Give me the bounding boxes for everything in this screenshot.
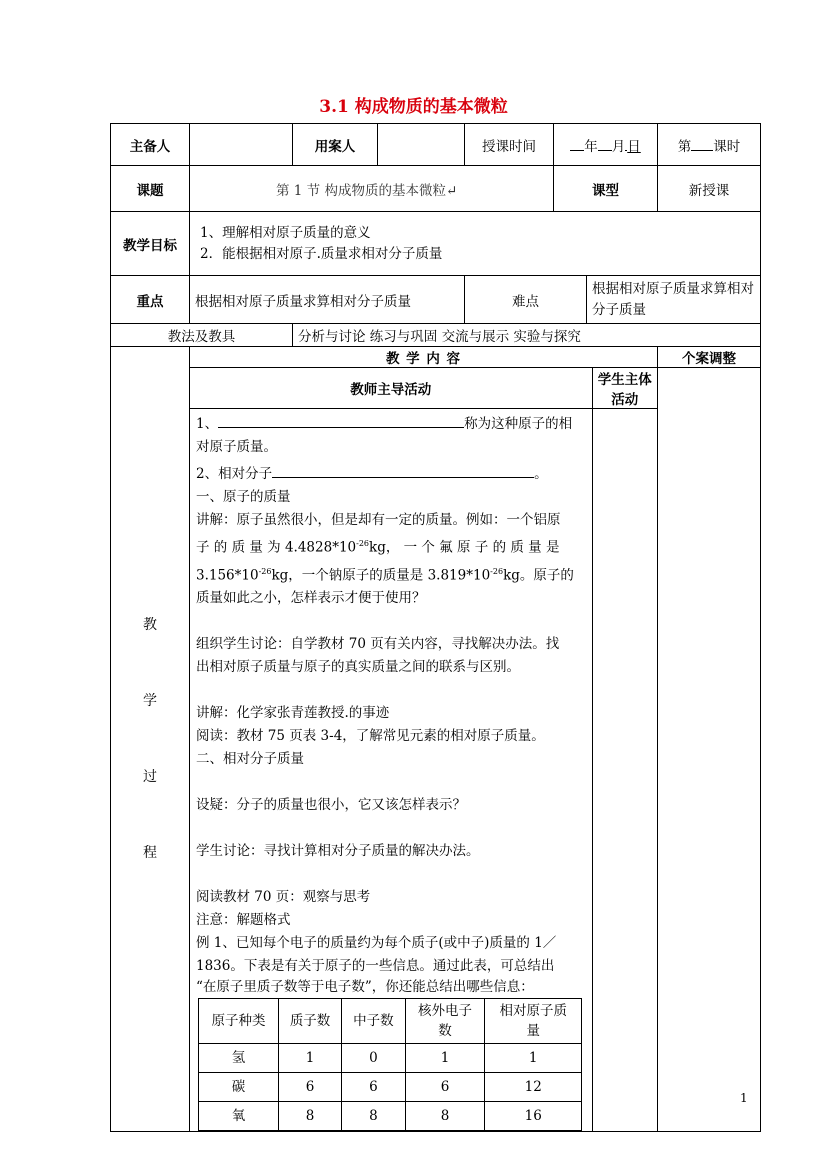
section-heading: 二、相对分子质量 (196, 751, 304, 767)
objective-label: 教学目标 (111, 212, 190, 276)
section-heading: 一、原子的质量 (196, 489, 291, 505)
teacher-activity: 1、 称为这种原子的相 对原子质量。 2、相对分子 。 一、原子的质量 讲解：原子虽然很小，但是却有一定的质量。例如：一个铝原 子 的 质 量 为 $4.4828*10^{-26}kg$， 一 个 氟 原 子 的 质 量 是 $3.156*10^{-26}kg$，一个钠原子的质量是 $3.819*10^{-26}kg$。原子的 质量如此之小，怎样表示才便于使用？ 组织学生讨论：自学教材 70 页有关内容，寻找解决办法。找 出相对原子质量与原子的真实质量之间的联系与区别。 讲解：化学家张青莲教授.的事迹 阅读：教材 75 页表 3-4，了解常见元素的相对原子质量。 二、相对分子质量 设疑：分子的质量也很小，它又该怎样表示？ 学生讨论：寻找计算相对分子质量的解决办法。 阅读教材 70 页：观察与思考 注意：解题格式 例 1、已知每个电子的质量约为每个质子(或中子)质量的 1／ 1836。下表是有关于原子的一些信息。通过此表，可总结出 “在原子里质子数等于电子数”，你还能总结出哪些信息： 原子种类 质子数 中子数 核外电子 数 相对原子质 量 氢 1 0 1 1 碳 6 6 6 12 氧 8 8 8 16 (190, 409, 592, 1132)
period-field[interactable]: 第 课时 (658, 124, 761, 166)
table-row: 碳 6 6 6 12 (199, 1073, 582, 1102)
time-label: 授课时间 (465, 124, 554, 166)
key-label: 重点 (111, 276, 190, 324)
table-row: 氢 1 0 1 1 (199, 1044, 582, 1073)
content-label: 教 学 内 容 (190, 347, 658, 368)
atom-header: 核外电子 数 (405, 999, 485, 1044)
adjust-area[interactable] (658, 368, 761, 1132)
date-field[interactable]: 年 月 日 (554, 124, 658, 166)
adjust-label: 个案调整 (658, 347, 761, 368)
objectives (190, 212, 761, 276)
atom-header: 质子数 (278, 999, 341, 1044)
type-value: 新授课 (658, 166, 761, 212)
atom-info-table (198, 998, 582, 1131)
preparer-value[interactable] (190, 124, 293, 166)
teacher-label: 教师主导活动 (190, 368, 592, 409)
lesson-plan-table (110, 123, 761, 1132)
student-activity[interactable] (592, 409, 657, 1132)
preparer-label: 主备人 (111, 124, 190, 166)
difficulty-label: 难点 (465, 276, 587, 324)
topic-label: 课题 (111, 166, 190, 212)
page-number: 1 (740, 1091, 748, 1105)
objective-item: 2．能根据相对原子.质量求相对分子质量 (200, 245, 443, 262)
student-label: 学生主体活动 (592, 368, 657, 409)
type-label: 课型 (554, 166, 658, 212)
atom-header: 相对原子质 量 (485, 999, 582, 1044)
atom-header: 原子种类 (199, 999, 279, 1044)
fill-blank-2: 2、相对分子 。 (196, 466, 548, 482)
content-area (190, 368, 658, 1132)
process-side-label: 教 学 过 程 (111, 347, 190, 1132)
user-value[interactable] (378, 124, 465, 166)
difficulty-value: 根据相对原子质量求算相对分子质量 (587, 276, 761, 324)
method-label: 教法及教具 (111, 324, 293, 347)
objective-item: 1、理解相对原子质量的意义 (200, 224, 371, 241)
method-value: 分析与讨论 练习与巩固 交流与展示 实验与探究 (293, 324, 761, 347)
page-title: 3.1 构成物质的基本微粒 (319, 97, 508, 117)
atom-header: 中子数 (342, 999, 405, 1044)
fill-blank-1: 1、 称为这种原子的相 (196, 416, 573, 432)
topic-value: 第 1 节 构成物质的基本微粒↵ (190, 166, 554, 212)
user-label: 用案人 (293, 124, 378, 166)
table-row: 氧 8 8 8 16 (199, 1102, 582, 1131)
key-value: 根据相对原子质量求算相对分子质量 (190, 276, 465, 324)
